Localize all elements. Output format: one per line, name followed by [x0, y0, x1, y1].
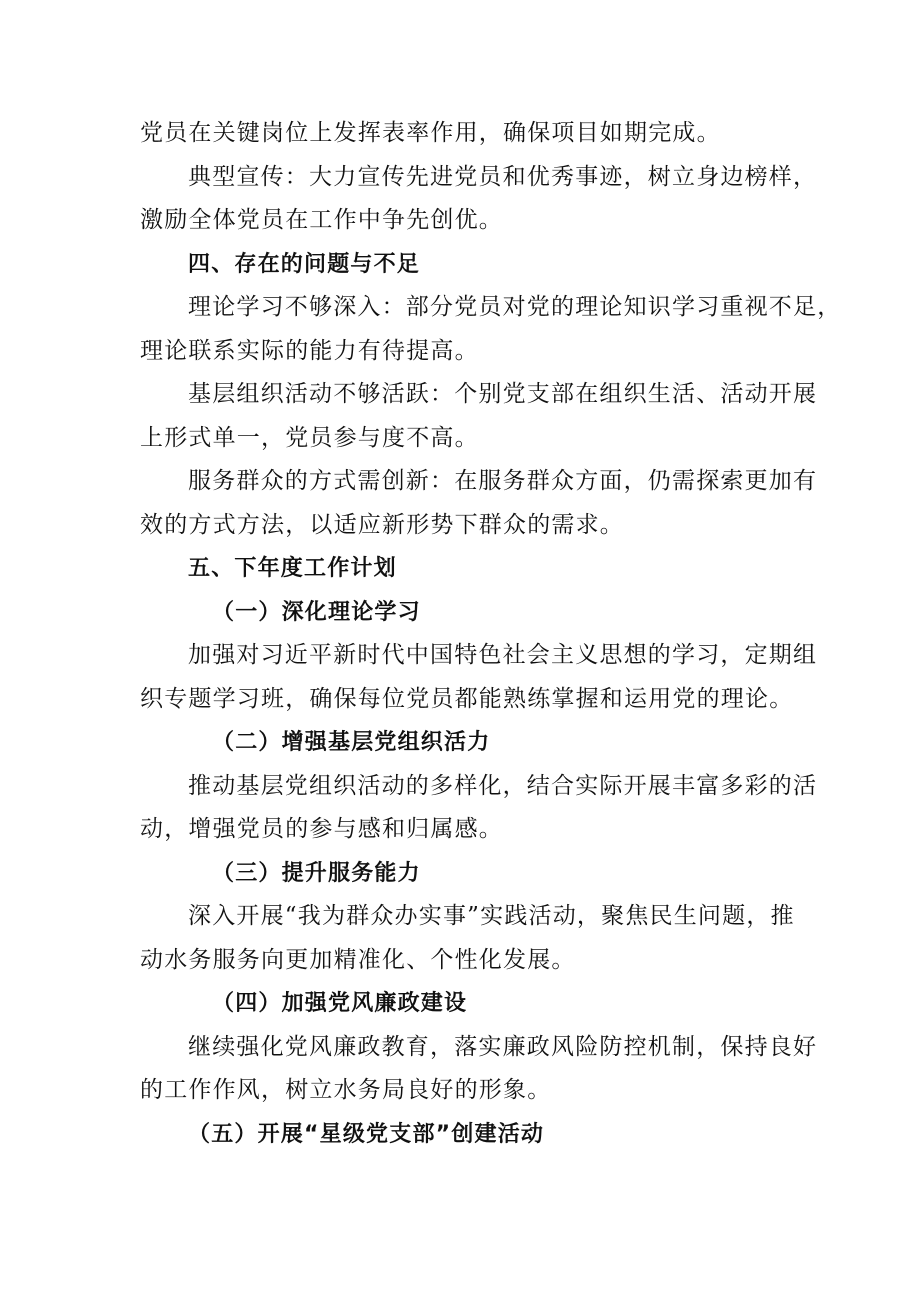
paragraph-line: 上形式单一，党员参与度不高。 — [140, 424, 479, 451]
paragraph-line: 推动基层党组织活动的多样化，结合实际开展丰富多彩的活 — [188, 772, 818, 799]
paragraph-line: 织专题学习班，确保每位党员都能熟练掌握和运用党的理论。 — [140, 685, 794, 712]
paragraph-line: 理论联系实际的能力有待提高。 — [140, 337, 479, 364]
paragraph-line: 基层组织活动不够活跃：个别党支部在组织生活、活动开展 — [188, 381, 818, 407]
section-heading: 五、下年度工作计划 — [188, 556, 397, 581]
subsection-heading: （二）增强基层党组织活力 — [212, 730, 491, 755]
paragraph-line: 动水务服务向更加精准化、个性化发展。 — [140, 946, 576, 973]
paragraph-line: 激励全体党员在工作中争先创优。 — [140, 207, 503, 233]
paragraph-line: 加强对习近平新时代中国特色社会主义思想的学习，定期组 — [188, 642, 818, 668]
subsection-heading: （一）深化理论学习 — [212, 599, 421, 625]
document-page — [140, 112, 842, 1156]
section-heading: 四、存在的问题与不足 — [188, 251, 421, 277]
paragraph-line: 典型宣传：大力宣传先进党员和优秀事迹，树立身边榜样， — [188, 163, 818, 190]
paragraph-line: 继续强化党风廉政教育，落实廉政风险防控机制，保持良好 — [188, 1033, 818, 1060]
subsection-heading: （三）提升服务能力 — [212, 860, 421, 886]
subsection-heading: （五）开展“星级党支部”创建活动 — [188, 1121, 545, 1147]
paragraph-line: 动，增强党员的参与感和归属感。 — [140, 816, 503, 842]
paragraph-line: 服务群众的方式需创新：在服务群众方面，仍需探索更加有 — [188, 468, 818, 494]
paragraph-line: 效的方式方法，以适应新形势下群众的需求。 — [140, 511, 624, 538]
paragraph-line: 深入开展“我为群众办实事”实践活动，聚焦民生问题，推 — [188, 903, 795, 929]
paragraph-line: 党员在关键岗位上发挥表率作用，确保项目如期完成。 — [140, 120, 721, 146]
paragraph-line: 的工作作风，树立水务局良好的形象。 — [140, 1077, 552, 1103]
paragraph-line: 理论学习不够深入：部分党员对党的理论知识学习重视不足， — [188, 294, 842, 320]
subsection-heading: （四）加强党风廉政建设 — [212, 991, 468, 1016]
